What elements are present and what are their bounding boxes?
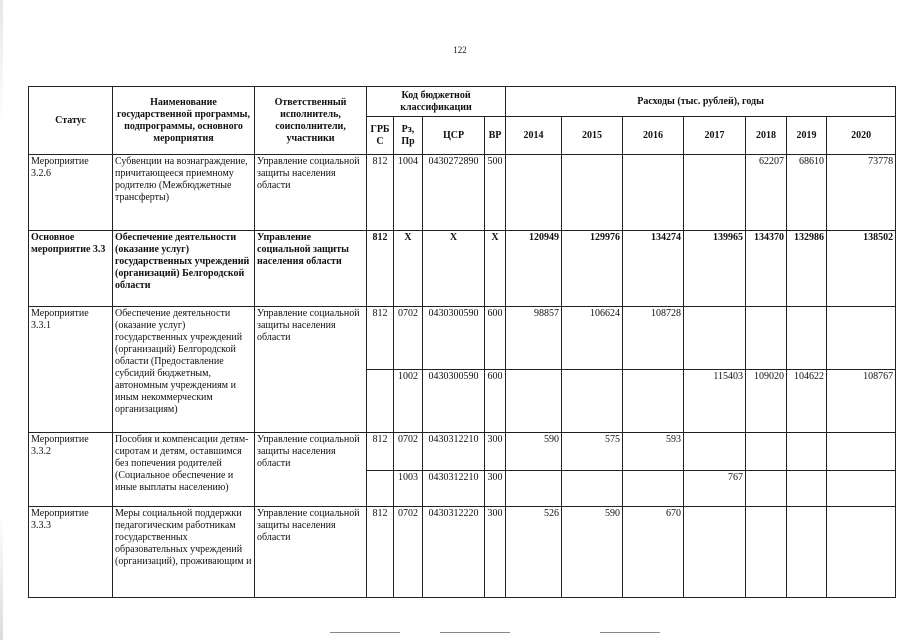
value-cell xyxy=(827,471,896,507)
grbs-cell: 812 xyxy=(367,507,394,598)
vr-cell: 300 xyxy=(485,433,506,471)
vr-cell: 600 xyxy=(485,307,506,370)
value-cell xyxy=(562,471,623,507)
value-cell: 68610 xyxy=(787,155,827,231)
header-program-name: Наименование государственной программы, подпрограммы, основного мероприятия xyxy=(113,87,255,155)
scan-artifact-line xyxy=(330,632,400,633)
value-cell: 120949 xyxy=(506,231,562,307)
rz-cell: 0702 xyxy=(394,307,423,370)
value-cell: 139965 xyxy=(684,231,746,307)
value-cell xyxy=(506,155,562,231)
executor-cell: Управление социальной защиты населения области xyxy=(255,155,367,231)
value-cell: 590 xyxy=(506,433,562,471)
header-grbs: ГРБ С xyxy=(367,117,394,155)
value-cell xyxy=(506,471,562,507)
name-cell: Субвенции на вознаграждение, причитающееся приемному родителю (Межбюджетные трансферты) xyxy=(113,155,255,231)
value-cell xyxy=(623,471,684,507)
name-cell: Пособия и компенсации детям-сиротам и детям, оставшимся без попечения родителей (Социальное обеспечение и иные выплаты населению) xyxy=(113,433,255,507)
vr-cell: 600 xyxy=(485,370,506,433)
grbs-cell xyxy=(367,370,394,433)
value-cell xyxy=(827,307,896,370)
executor-cell: Управление социальной защиты населения области xyxy=(255,307,367,433)
csr-cell: 0430300590 xyxy=(423,370,485,433)
value-cell: 767 xyxy=(684,471,746,507)
csr-cell: 0430300590 xyxy=(423,307,485,370)
value-cell xyxy=(746,507,787,598)
value-cell xyxy=(506,370,562,433)
executor-cell: Управление социальной защиты населения области xyxy=(255,507,367,598)
value-cell: 73778 xyxy=(827,155,896,231)
csr-cell: 0430312220 xyxy=(423,507,485,598)
value-cell xyxy=(562,155,623,231)
value-cell xyxy=(787,471,827,507)
value-cell xyxy=(684,433,746,471)
executor-cell: Управление социальной защиты населения области xyxy=(255,231,367,307)
grbs-cell: 812 xyxy=(367,231,394,307)
value-cell: 593 xyxy=(623,433,684,471)
grbs-cell: 812 xyxy=(367,155,394,231)
vr-cell: 500 xyxy=(485,155,506,231)
value-cell: 575 xyxy=(562,433,623,471)
header-year: 2014 xyxy=(506,117,562,155)
name-cell: Обеспечение деятельности (оказание услуг) государственных учреждений (организаций) Белгородской области xyxy=(113,231,255,307)
header-year: 2016 xyxy=(623,117,684,155)
header-year: 2015 xyxy=(562,117,623,155)
value-cell xyxy=(684,507,746,598)
value-cell: 115403 xyxy=(684,370,746,433)
value-cell: 62207 xyxy=(746,155,787,231)
header-csr: ЦСР xyxy=(423,117,485,155)
value-cell: 129976 xyxy=(562,231,623,307)
value-cell: 138502 xyxy=(827,231,896,307)
header-year: 2020 xyxy=(827,117,896,155)
grbs-cell xyxy=(367,471,394,507)
rz-cell: 1004 xyxy=(394,155,423,231)
value-cell: 106624 xyxy=(562,307,623,370)
table-row xyxy=(29,155,896,231)
rz-cell: 1002 xyxy=(394,370,423,433)
executor-cell: Управление социальной защиты населения области xyxy=(255,433,367,507)
vr-cell: 300 xyxy=(485,471,506,507)
name-cell: Обеспечение деятельности (оказание услуг) государственных учреждений (организаций) Белгородской области (Предоставление субсидий бюджетным, автономным учреждениям и иным некоммерческим организациям) xyxy=(113,307,255,433)
rz-cell: 0702 xyxy=(394,433,423,471)
value-cell: 108767 xyxy=(827,370,896,433)
csr-cell: 0430312210 xyxy=(423,471,485,507)
rz-cell: 1003 xyxy=(394,471,423,507)
value-cell xyxy=(746,307,787,370)
csr-cell: 0430312210 xyxy=(423,433,485,471)
value-cell: 526 xyxy=(506,507,562,598)
csr-cell: X xyxy=(423,231,485,307)
vr-cell: X xyxy=(485,231,506,307)
value-cell xyxy=(684,155,746,231)
header-executor: Ответственный исполнитель, соисполнители, участники xyxy=(255,87,367,155)
status-cell: Мероприятие 3.3.3 xyxy=(29,507,113,598)
scan-artifact-line xyxy=(440,632,510,633)
value-cell: 134274 xyxy=(623,231,684,307)
scan-artifact-line xyxy=(600,632,660,633)
status-cell: Мероприятие 3.3.1 xyxy=(29,307,113,433)
table-row xyxy=(29,307,896,370)
table-row xyxy=(29,507,896,598)
page-number: 122 xyxy=(453,45,467,55)
value-cell xyxy=(623,370,684,433)
value-cell xyxy=(684,307,746,370)
vr-cell: 300 xyxy=(485,507,506,598)
value-cell: 134370 xyxy=(746,231,787,307)
header-year: 2018 xyxy=(746,117,787,155)
value-cell: 104622 xyxy=(787,370,827,433)
rz-cell: X xyxy=(394,231,423,307)
budget-table xyxy=(28,86,896,598)
header-expenses: Расходы (тыс. рублей), годы xyxy=(506,87,896,117)
status-cell: Мероприятие 3.3.2 xyxy=(29,433,113,507)
header-vr: ВР xyxy=(485,117,506,155)
value-cell: 670 xyxy=(623,507,684,598)
value-cell xyxy=(827,507,896,598)
header-status: Статус xyxy=(29,87,113,155)
value-cell xyxy=(827,433,896,471)
value-cell: 109020 xyxy=(746,370,787,433)
csr-cell: 0430272890 xyxy=(423,155,485,231)
header-year: 2019 xyxy=(787,117,827,155)
header-rz-pr: Рз, Пр xyxy=(394,117,423,155)
name-cell: Меры социальной поддержки педагогическим работникам государственных образовательных учреждений (организаций), проживающим и xyxy=(113,507,255,598)
value-cell xyxy=(623,155,684,231)
rz-cell: 0702 xyxy=(394,507,423,598)
value-cell: 590 xyxy=(562,507,623,598)
status-cell: Мероприятие 3.2.6 xyxy=(29,155,113,231)
table-row xyxy=(29,231,896,307)
header-budget-code: Код бюджетной классификации xyxy=(367,87,506,117)
value-cell xyxy=(787,507,827,598)
scan-edge-shadow xyxy=(0,0,3,640)
value-cell xyxy=(787,307,827,370)
status-cell: Основное мероприятие 3.3 xyxy=(29,231,113,307)
value-cell xyxy=(746,471,787,507)
value-cell: 108728 xyxy=(623,307,684,370)
value-cell xyxy=(746,433,787,471)
header-year: 2017 xyxy=(684,117,746,155)
table-row xyxy=(29,433,896,471)
value-cell xyxy=(787,433,827,471)
value-cell: 98857 xyxy=(506,307,562,370)
grbs-cell: 812 xyxy=(367,433,394,471)
grbs-cell: 812 xyxy=(367,307,394,370)
value-cell: 132986 xyxy=(787,231,827,307)
value-cell xyxy=(562,370,623,433)
